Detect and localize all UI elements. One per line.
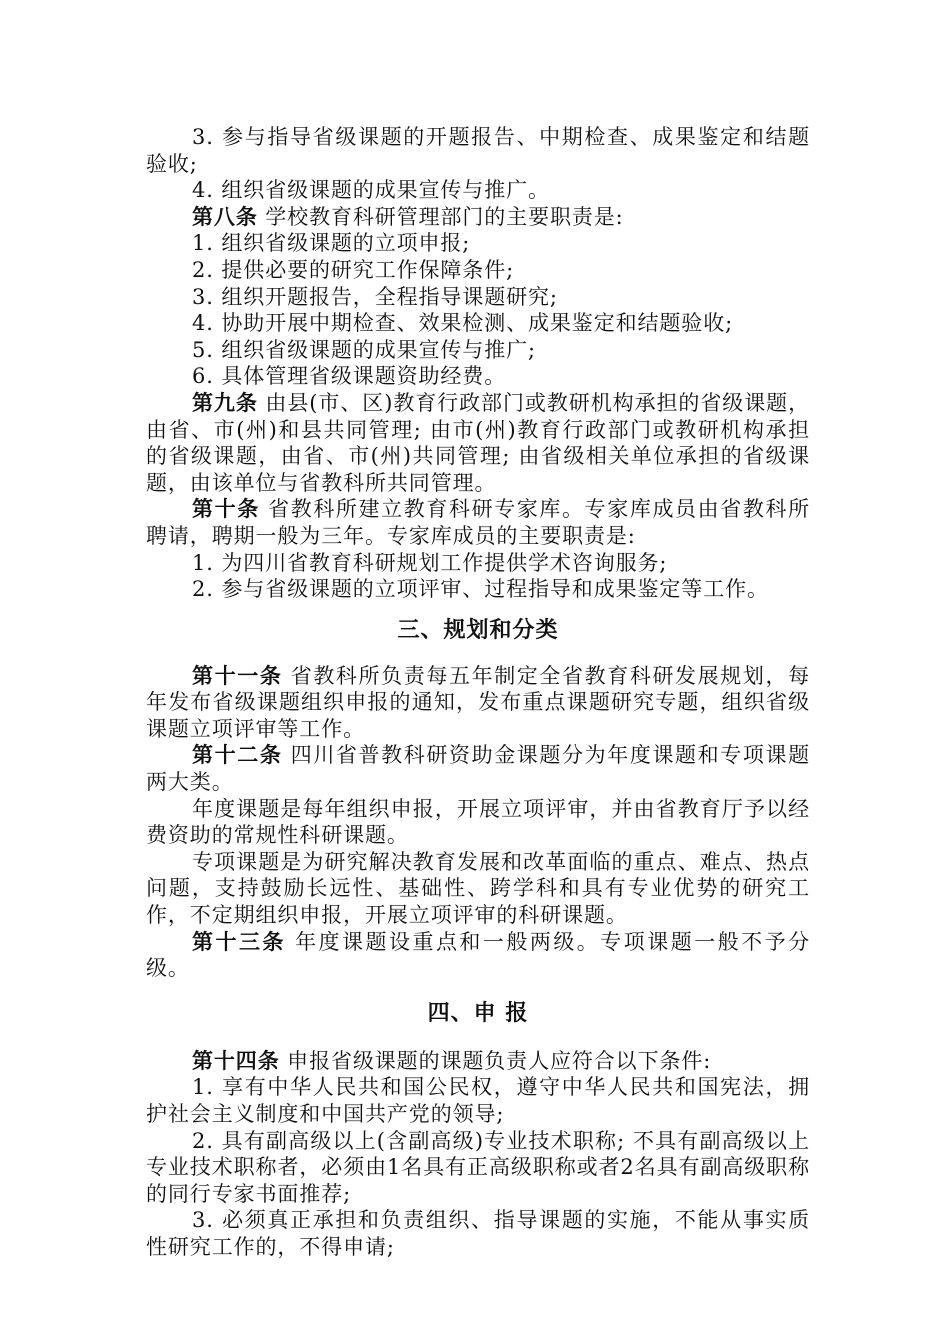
article-12-paragraph-2: 年度课题是每年组织申报，开展立项评审，并由省教育厅予以经费资助的常规性科研课题。 xyxy=(146,796,810,848)
article-10-item-2: 2. 参与省级课题的立项评审、过程指导和成果鉴定等工作。 xyxy=(192,577,769,602)
article-14-heading: 第十四条 xyxy=(192,1047,280,1073)
article-8-item-6: 6. 具体管理省级课题资助经费。 xyxy=(192,364,507,389)
article-8 xyxy=(146,204,810,231)
paragraph-item-3: 3. 参与指导省级课题的开题报告、中期检查、成果鉴定和结题验收; xyxy=(146,125,810,176)
article-8-item-4: 4. 协助开展中期检查、效果检测、成果鉴定和结题验收; xyxy=(192,311,734,336)
article-11 xyxy=(146,663,810,743)
article-14-item-3: 3. 必须真正承担和负责组织、指导课题的实施，不能从事实质性研究工作的，不得申请; xyxy=(146,1208,810,1259)
article-9-body: 由县(市、区)教育行政部门或教研机构承担的省级课题，由省、市(州)和县共同管理; 由市(州)教育行政部门或教研机构承担的省级课题，由省、市(州)共同管理; 由省级相关单位承担的省级课题，由该单位与省教科所共同管理。 xyxy=(146,390,810,495)
article-8-body: 学校教育科研管理部门的主要职责是: xyxy=(257,204,624,229)
paragraph-item-4: 4. 组织省级课题的成果宣传与推广。 xyxy=(192,178,550,203)
section-3-title: 三、规划和分类 xyxy=(397,617,559,643)
article-8-item-3: 3. 组织开题报告，全程指导课题研究; xyxy=(192,284,558,309)
article-13-heading: 第十三条 xyxy=(192,928,286,954)
article-14-item-1: 1. 享有中华人民共和国公民权，遵守中华人民共和国宪法，拥护社会主义制度和中国共产党的领导; xyxy=(146,1075,810,1126)
article-9 xyxy=(146,390,810,496)
article-9-heading: 第九条 xyxy=(192,389,258,415)
article-10-item-1: 1. 为四川省教育科研规划工作提供学术咨询服务; xyxy=(192,550,668,575)
article-12-heading: 第十二条 xyxy=(192,742,283,768)
article-8-heading: 第八条 xyxy=(192,203,258,229)
article-12-paragraph-3: 专项课题是为研究解决教育发展和改革面临的重点、难点、热点问题，支持鼓励长远性、基础性、跨学科和具有专业优势的研究工作，不定期组织申报，开展立项评审的科研课题。 xyxy=(146,849,810,928)
article-11-body: 省教科所负责每五年制定全省教育科研发展规划，每年发布省级课题组织申报的通知，发布重点课题研究专题，组织省级课题立项评审等工作。 xyxy=(146,663,810,741)
article-8-item-5: 5. 组织省级课题的成果宣传与推广; xyxy=(192,337,536,362)
article-13 xyxy=(146,929,810,982)
article-14-item-2: 2. 具有副高级以上(含副高级)专业技术职称; 不具有副高级以上专业技术职称者，必须由1名具有正高级职称或者2名具有副高级职称的同行专家书面推荐; xyxy=(146,1128,810,1206)
section-4-title: 四、申 报 xyxy=(427,1000,529,1026)
article-12 xyxy=(146,742,810,795)
article-8-item-2: 2. 提供必要的研究工作保障条件; xyxy=(192,257,515,282)
article-12-body: 四川省普教科研资助金课题分为年度课题和专项课题两大类。 xyxy=(146,743,810,795)
article-11-heading: 第十一条 xyxy=(192,662,283,688)
article-10-heading: 第十条 xyxy=(192,496,260,522)
article-8-item-1: 1. 组织省级课题的立项申报; xyxy=(192,231,471,256)
article-14-body: 申报省级课题的课题负责人应符合以下条件: xyxy=(279,1048,712,1073)
article-10-body: 省教科所建立教育科研专家库。专家库成员由省教科所聘请，聘期一般为三年。专家库成员的主要职责是: xyxy=(146,497,810,548)
article-10 xyxy=(146,496,810,549)
article-14 xyxy=(146,1048,810,1075)
article-13-body: 年度课题设重点和一般两级。专项课题一般不予分级。 xyxy=(146,929,811,981)
